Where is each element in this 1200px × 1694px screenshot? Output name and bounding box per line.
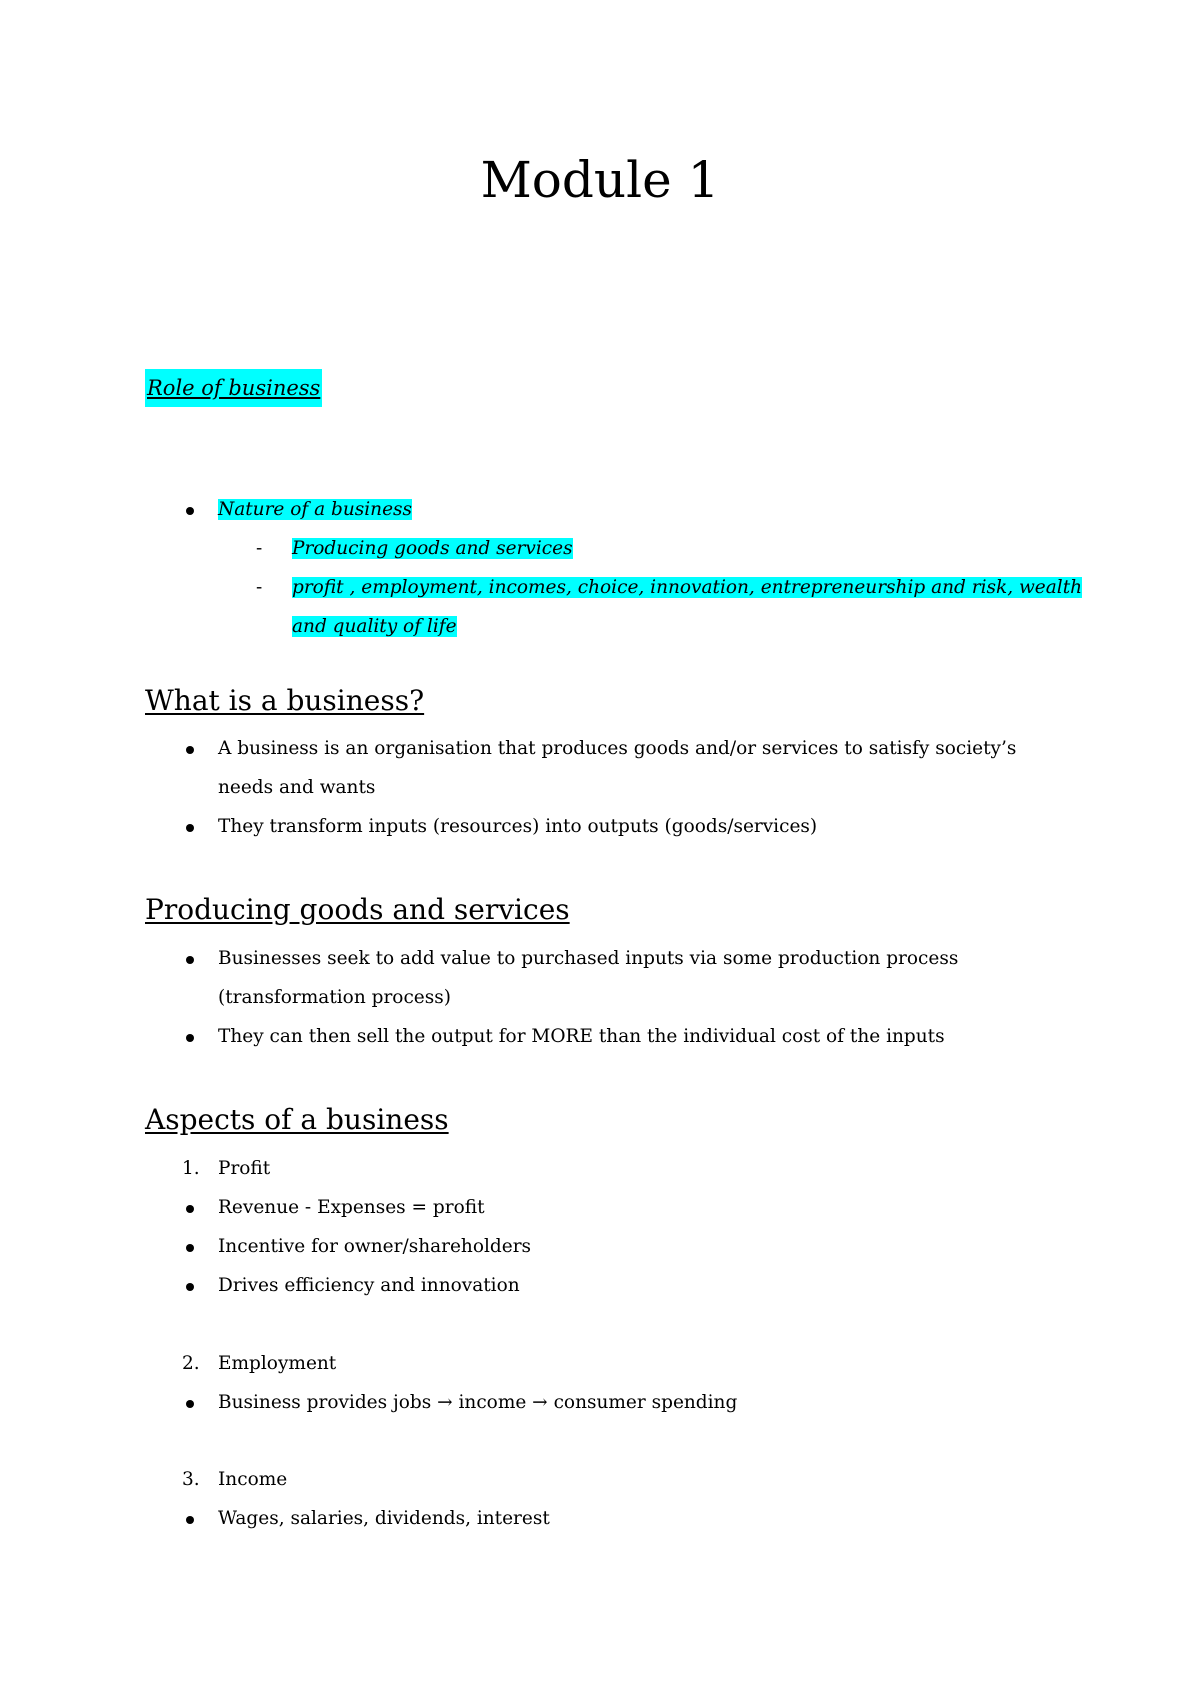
bullet-icon xyxy=(186,1400,194,1408)
bullet-icon xyxy=(186,956,194,964)
list-item: Incentive for owner/shareholders xyxy=(218,1236,532,1257)
dash-marker: - xyxy=(256,538,263,559)
list-item: They can then sell the output for MORE than the individual cost of the inputs xyxy=(218,1026,945,1047)
dash-marker: - xyxy=(256,577,263,598)
list-number: 1. xyxy=(182,1158,200,1179)
list-item: A business is an organisation that produces goods and/or services to satisfy society’s xyxy=(218,738,1017,759)
list-number: 2. xyxy=(182,1353,200,1374)
aspect-label: Employment xyxy=(218,1353,337,1374)
heading-what-is-a-business: What is a business? xyxy=(145,684,425,717)
heading-aspects-of-a-business: Aspects of a business xyxy=(145,1103,449,1136)
list-item: They transform inputs (resources) into outputs (goods/services) xyxy=(218,816,818,837)
list-item: Business provides jobs → income → consumer spending xyxy=(218,1392,738,1413)
bullet-icon xyxy=(186,746,194,754)
heading-producing-goods-and-services: Producing goods and services xyxy=(145,893,570,926)
list-item: Wages, salaries, dividends, interest xyxy=(218,1508,550,1529)
bullet-icon xyxy=(186,1244,194,1252)
bullet-icon xyxy=(186,1205,194,1213)
nature-sub-item: profit , employment, incomes, choice, innovation, entrepreneurship and risk, wealth xyxy=(292,577,1083,598)
nature-bullet-text: Nature of a business xyxy=(218,499,413,520)
list-item-continued: (transformation process) xyxy=(218,987,451,1008)
bullet-icon xyxy=(186,1283,194,1291)
aspect-label: Profit xyxy=(218,1158,271,1179)
list-item: Businesses seek to add value to purchased inputs via some production process xyxy=(218,948,959,969)
aspect-label: Income xyxy=(218,1469,288,1490)
list-item: Revenue - Expenses = profit xyxy=(218,1197,485,1218)
list-item: Drives efficiency and innovation xyxy=(218,1275,520,1296)
page-title: Module 1 xyxy=(480,151,720,209)
list-item-continued: needs and wants xyxy=(218,777,376,798)
bullet-icon xyxy=(186,824,194,832)
list-number: 3. xyxy=(182,1469,200,1490)
section-label-role-of-business: Role of business xyxy=(145,369,322,407)
bullet-icon xyxy=(186,1034,194,1042)
nature-sub-item-continued: and quality of life xyxy=(292,616,457,637)
nature-sub-item: Producing goods and services xyxy=(292,538,573,559)
bullet-icon xyxy=(186,507,194,515)
bullet-icon xyxy=(186,1516,194,1524)
